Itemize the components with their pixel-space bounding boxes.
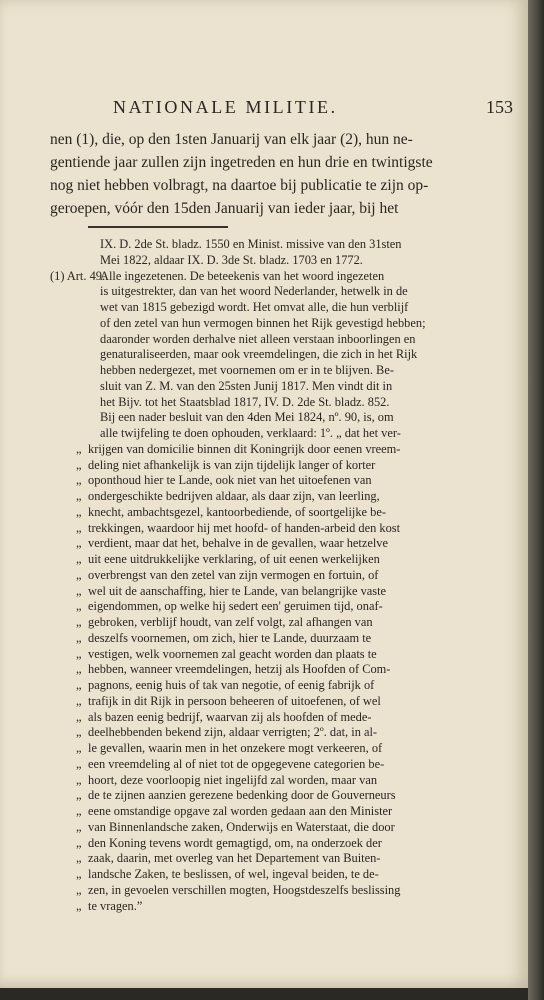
quote-mark: „ <box>76 835 82 850</box>
footnote-text: trafijk in dit Rijk in persoon beheeren of uitoefenen, of wel <box>88 693 381 708</box>
quote-mark: „ <box>76 630 82 645</box>
quote-mark: „ <box>76 504 82 519</box>
quote-mark: „ <box>76 804 82 818</box>
page-number: 153 <box>486 97 513 117</box>
footnote-text: gebroken, verblijf houdt, van zelf volgt, zal afhangen van <box>88 615 373 629</box>
quote-mark: „ <box>76 882 82 897</box>
quoted-footnote-line <box>50 883 500 899</box>
quote-mark: „ <box>76 473 82 488</box>
quoted-footnote-line <box>50 615 500 631</box>
quoted-footnote-line <box>50 741 500 757</box>
quoted-footnote-line <box>50 804 500 820</box>
footnote-line: daaronder worden derhalve niet alleen verstaan inboorlingen en <box>100 331 416 346</box>
quote-mark: „ <box>76 536 82 551</box>
footnote-text: le gevallen, waarin men in het onzekere mogt verkeeren, of <box>88 741 383 755</box>
footnote-text: ondergeschikte bedrijven aldaar, als daar zijn, van leerling, <box>88 489 380 503</box>
footnote-line: sluit van Z. M. van den 25sten Junij 1817. Men vindt dit in <box>100 378 393 393</box>
quote-mark: „ <box>76 441 82 456</box>
footnote-text: een vreemdeling al of niet tot de opgegevene categorien be- <box>88 756 385 771</box>
running-title: NATIONALE MILITIE. <box>113 97 338 117</box>
quote-mark: „ <box>76 693 82 708</box>
footnote-text: wel uit de aanschaffing, hier te Lande, van belangrijke vaste <box>88 583 387 598</box>
quote-mark: „ <box>76 520 82 535</box>
text-line: nen (1), die, op den 1sten Januarij van elk jaar (2), hun ne- <box>50 131 413 148</box>
quoted-footnote-line <box>50 899 500 915</box>
quote-mark: „ <box>76 599 82 614</box>
quote-mark: „ <box>76 457 82 472</box>
quote-mark: „ <box>76 772 82 787</box>
footnote-text: hebben, wanneer vreemdelingen, hetzij als Hoofden of Com- <box>88 662 391 677</box>
footnote-line: het Bijv. tot het Staatsblad 1817, IV. D. 2de St. bladz. 852. <box>100 394 390 409</box>
quoted-footnote-line <box>50 473 500 489</box>
quoted-footnote-line <box>50 631 500 647</box>
quoted-footnote-line <box>50 489 500 505</box>
footnote-text: deszelfs voornemen, om zich, hier te Lande, duurzaam te <box>88 630 372 645</box>
quoted-footnote-line <box>50 710 500 726</box>
footnote-text: den Koning tevens wordt gemagtigd, om, na onderzoek der <box>88 835 382 850</box>
quoted-footnote-line <box>50 647 500 663</box>
quoted-footnote-line <box>50 599 500 615</box>
quote-mark: „ <box>76 741 82 755</box>
quote-mark: „ <box>76 725 82 740</box>
footnote-text: zen, in gevoelen verschillen mogten, Hoogstdeszelfs beslissing <box>88 882 401 897</box>
footnote-separator <box>88 226 228 228</box>
quoted-footnote-line <box>50 505 500 521</box>
footnote-text: knecht, ambachtsgezel, kantoorbediende, of soortgelijke be- <box>88 504 386 519</box>
footnote-line: IX. D. 2de St. bladz. 1550 en Minist. missive van den 31sten <box>100 237 402 251</box>
quote-mark: „ <box>76 678 82 692</box>
footnote-text: trekkingen, waardoor hij met hoofd- of handen-arbeid den kost <box>88 520 401 535</box>
quote-mark: „ <box>76 615 82 629</box>
footnote-line: Mei 1822, aldaar IX. D. 3de St. bladz. 1703 en 1772. <box>100 252 363 267</box>
quoted-footnote-line <box>50 458 500 474</box>
quoted-footnote-line <box>50 678 500 694</box>
footnote-text: oponthoud hier te Lande, ook niet van het uitoefenen van <box>88 473 372 488</box>
footnote-text: deling niet afhankelijk is van zijn tijdelijk langer of korter <box>88 457 376 472</box>
quote-mark: „ <box>76 583 82 598</box>
footnote-line: is uitgestrekter, dan van het woord Nederlander, hetwelk in de <box>100 284 408 299</box>
quoted-footnote-line <box>50 552 500 568</box>
footnote-text: eigendommen, op welke hij sedert een' geruimen tijd, onaf- <box>88 599 383 614</box>
quote-mark: „ <box>76 788 82 803</box>
text-line: geroepen, vóór den 15den Januarij van ieder jaar, bij het <box>50 200 399 217</box>
quoted-footnote-line <box>50 584 500 600</box>
footnote-line: of den zetel van hun vermogen binnen het Rijk gevestigd hebben; <box>100 315 426 330</box>
quoted-footnote-line <box>50 820 500 836</box>
quote-mark: „ <box>76 851 82 866</box>
footnote-line: alle twijfeling te doen ophouden, verklaard: 1º. „ dat het ver- <box>100 426 401 440</box>
quoted-footnote-line <box>50 725 500 741</box>
quote-mark: „ <box>76 898 82 913</box>
footnote-text: landsche Zaken, te beslissen, of wel, ingeval beiden, te de- <box>88 867 379 881</box>
footnote-line: hebben nedergezet, met voornemen om er in te blijven. Be- <box>100 363 394 377</box>
quote-mark: „ <box>76 567 82 582</box>
quoted-footnote-line <box>50 788 500 804</box>
page-edge-shadow <box>528 0 544 1000</box>
quote-mark: „ <box>76 662 82 677</box>
quoted-footnote-line <box>50 694 500 710</box>
footnote-line: genaturaliseerden, maar ook vreemdelingen, die zich in het Rijk <box>100 347 418 362</box>
page-header <box>113 97 513 127</box>
footnote-text: de te zijnen aanzien gerezene bedenking door de Gouverneurs <box>88 788 396 803</box>
footnote-1-first-line <box>50 269 500 285</box>
footnotes <box>50 237 500 914</box>
quote-mark: „ <box>76 819 82 834</box>
footnote-line: Bij een nader besluit van den 4den Mei 1824, nº. 90, is, om <box>100 410 394 425</box>
main-text <box>50 128 498 220</box>
footnote-text: zaak, daarin, met overleg van het Departement van Buiten- <box>88 851 381 866</box>
quote-mark: „ <box>76 709 82 724</box>
footnote-text: pagnons, eenig huis of tak van negotie, of eenig fabrijk of <box>88 678 375 692</box>
quoted-footnote-line <box>50 568 500 584</box>
quoted-footnote-line <box>50 867 500 883</box>
footnote-text: eene omstandige opgave zal worden gedaan aan den Minister <box>88 804 393 818</box>
footnote-line: Alle ingezetenen. De beteekenis van het woord ingezeten <box>100 268 385 283</box>
text-line: nog niet hebben volbragt, na daartoe bij publicatie te zijn op- <box>50 177 429 194</box>
quoted-footnote-line <box>50 773 500 789</box>
quoted-footnote-line <box>50 536 500 552</box>
quoted-footnote-line <box>50 836 500 852</box>
footnote-text: van Binnenlandsche zaken, Onderwijs en Waterstaat, die door <box>88 819 395 834</box>
quote-mark: „ <box>76 489 82 503</box>
quoted-footnote-line <box>50 442 500 458</box>
quote-mark: „ <box>76 867 82 881</box>
quoted-footnote-line <box>50 521 500 537</box>
text-line: gentiende jaar zullen zijn ingetreden en hun drie en twintigste <box>50 154 433 171</box>
quote-mark: „ <box>76 646 82 661</box>
footnote-text: te vragen.” <box>88 898 143 913</box>
footnote-text: verdient, maar dat het, behalve in de gevallen, waar hetzelve <box>88 536 388 551</box>
footnote-text: vestigen, welk voornemen zal geacht worden dan plaats te <box>88 646 377 661</box>
footnote-text: overbrengst van den zetel van zijn vermogen en fortuin, of <box>88 567 379 582</box>
footnote-text: deelhebbenden bekend zijn, aldaar verrigten; 2º. dat, in al- <box>88 725 378 740</box>
quoted-footnote-line <box>50 662 500 678</box>
footnote-1-marker: (1) Art. 49. <box>50 268 106 283</box>
footnote-text: uit eene uitdrukkelijke verklaring, of uit eenen werkelijken <box>88 552 380 566</box>
footnote-text: krijgen van domicilie binnen dit Koningrijk door eenen vreem- <box>88 441 401 456</box>
quote-mark: „ <box>76 552 82 566</box>
footnote-text: als bazen eenig bedrijf, waarvan zij als hoofden of mede- <box>88 709 372 724</box>
quoted-footnote-line <box>50 851 500 867</box>
quoted-footnote-line <box>50 757 500 773</box>
footnote-line: wet van 1815 gebezigd wordt. Het omvat alle, die hun verblijf <box>100 300 409 314</box>
footnote-text: hoort, deze voorloopig niet ingelijfd zal worden, maar van <box>88 772 378 787</box>
quote-mark: „ <box>76 756 82 771</box>
